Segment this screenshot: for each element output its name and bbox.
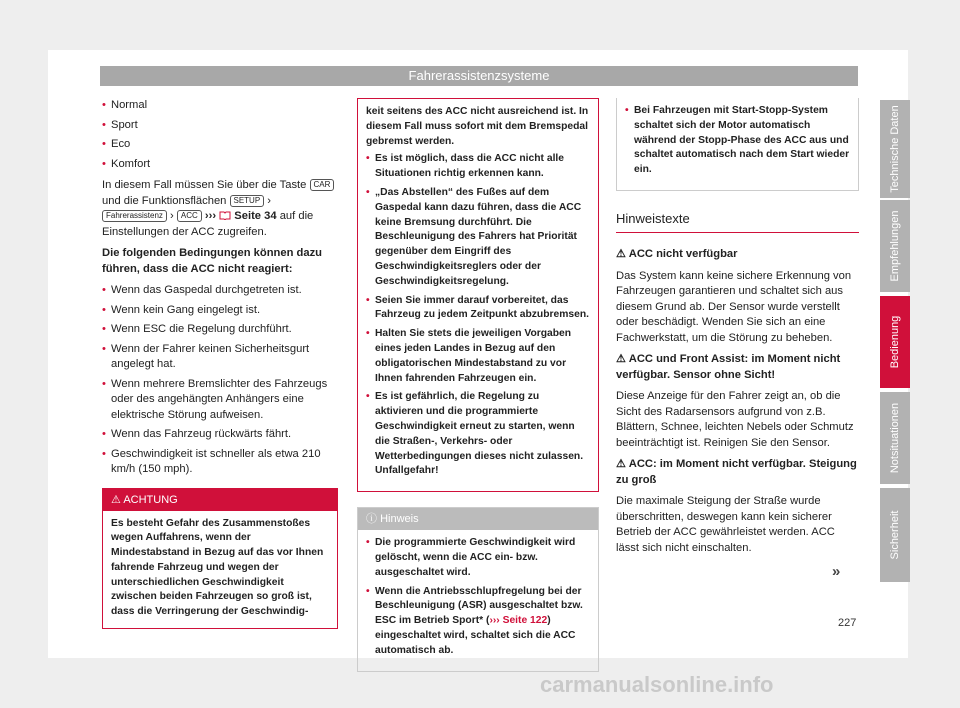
list-item: • Wenn das Fahrzeug rückwärts fährt.: [102, 427, 338, 443]
page-reference-link[interactable]: ››› Seite 122: [489, 615, 548, 627]
message-title: [616, 247, 859, 263]
list-item: • Wenn das Gaspedal durchgetreten ist.: [102, 283, 338, 299]
warning-text: Es besteht Gefahr des Zusammenstoßes wegen Auffahrens, wenn der Mindestabstand in Bezug auf das vor Ihnen fahrende Fahrzeug und wegen der unterschiedlichen Geschwindigkeit zwischen beiden Fahrzeugen so groß ist, dass die Verringerung der Geschwindig-: [111, 517, 324, 618]
tab-notsituationen[interactable]: [880, 392, 910, 484]
message-text: Das System kann keine sichere Erkennung von Fahrzeugen garantieren und schaltet sich aus diesem Grund ab. Der Sensor wurde verstellt oder beschädigt. Wenden Sie sich an eine Fachwerkstatt, um die Störung zu beheben.: [616, 269, 852, 344]
page-header: Fahrerassistenzsysteme: [100, 66, 858, 86]
list-item: • Wenn mehrere Bremslichter des Fahrzeugs oder des angehängten Anhängers eine elektrische Störung aufweisen.: [102, 377, 338, 424]
acc-key: ACC: [177, 210, 202, 222]
page-number: 227: [838, 617, 857, 629]
message-text: Diese Anzeige für den Fahrer zeigt an, ob die Sicht des Radarsensors aufgrund von z.B. Blättern, Schnee, leichten Nebels oder Schmutz beeinträchtigt ist. Reinigen Sie den Sensor.: [616, 390, 854, 449]
message-title: [616, 352, 859, 383]
warning-light-icon: ⚠: [616, 248, 629, 261]
list-item: • Bei Fahrzeugen mit Start-Stopp-System schaltet sich der Motor automatisch während der Stopp-Phase des ACC aus und schaltet automatisch nach dem Start wieder ein.: [625, 104, 850, 178]
list-item: [366, 585, 590, 659]
message-title-text: ACC: im Moment nicht verfügbar. Steigung zu groß: [616, 458, 857, 486]
setup-key: SETUP: [230, 195, 265, 207]
warning-box: [102, 488, 338, 630]
warning-light-icon: ⚠: [616, 353, 629, 366]
message-title-text: ACC und Front Assist: im Moment nicht verfügbar. Sensor ohne Sicht!: [616, 353, 841, 381]
hint-list: [366, 536, 590, 658]
tab-label: Technische Daten: [889, 105, 901, 193]
continue-marker: »: [832, 563, 841, 580]
fahrerassistenz-key: Fahrerassistenz: [102, 210, 167, 222]
warning-icon: ⚠: [111, 493, 121, 506]
hint-box: [357, 507, 599, 671]
intro-text: auf die Einstellungen der ACC zugreifen.: [102, 210, 314, 238]
hint-body: [617, 98, 858, 190]
warning-light-icon: ⚠: [616, 458, 629, 471]
conditions-title: Die folgenden Bedingungen können dazu führen, dass die ACC nicht reagiert:: [102, 247, 323, 275]
list-item: • Es ist möglich, dass die ACC nicht alle Situationen richtig erkennen kann.: [366, 152, 590, 182]
hint-text: Wenn die Antriebsschlupfregelung bei der Beschleunigung (ASR) ausgeschaltet bzw. ESC im Betrieb Sport* (: [375, 585, 583, 627]
hint-header: [358, 508, 598, 530]
warning-body: [358, 99, 598, 491]
list-item: • „Das Abstellen“ des Fußes auf dem Gaspedal kann dazu führen, dass die ACC keine Bremsung durchführt. Die Beschleunigung des Fahrers hat Priorität gegenüber dem Eingriff des Geschwindigkeitsreglers oder der Geschwindigkeitsregelung.: [366, 186, 590, 290]
car-key: CAR: [310, 179, 335, 191]
separator: ›: [170, 210, 174, 222]
list-item: • Seien Sie immer darauf vorbereitet, das Fahrzeug zu jedem Zeitpunkt abzubremsen.: [366, 294, 590, 324]
list-item: • Halten Sie stets die jeweiligen Vorgaben eines jeden Landes in Bezug auf den obligatorischen Mindestabstand zu vor Ihnen fahrenden Fahrzeugen ein.: [366, 327, 590, 386]
page-reference-link[interactable]: Seite 34: [234, 210, 277, 222]
tab-sicherheit[interactable]: [880, 488, 910, 582]
intro-text: In diesem Fall müssen Sie über die Taste: [102, 179, 307, 191]
list-item: • Wenn kein Gang eingelegt ist.: [102, 303, 338, 319]
warning-title: ACHTUNG: [123, 493, 178, 506]
list-item: • Komfort: [102, 157, 338, 173]
message-text: Die maximale Steigung der Straße wurde überschritten, deswegen kann kein sicherer Betrieb der ACC gewährleistet werden. ACC lässt sich nicht einschalten.: [616, 495, 835, 554]
hint-body: [358, 530, 598, 670]
section-title: Hinweistexte: [616, 211, 859, 234]
column-3: [616, 98, 859, 562]
list-item: • Die programmierte Geschwindigkeit wird gelöscht, wenn die ACC ein- bzw. ausgeschaltet wird.: [366, 536, 590, 580]
list-item: • Wenn ESC die Regelung durchführt.: [102, 322, 338, 338]
message-title: [616, 457, 859, 488]
list-item: • Geschwindigkeit ist schneller als etwa 210 km/h (150 mph).: [102, 447, 338, 478]
warning-continued-text: keit seitens des ACC nicht ausreichend ist. In diesem Fall muss sofort mit dem Bremspedal gebremst werden.: [366, 106, 589, 147]
list-item: • Wenn der Fahrer keinen Sicherheitsgurt angelegt hat.: [102, 342, 338, 373]
info-icon: ⓘ: [366, 513, 377, 526]
mode-list: [102, 98, 338, 172]
message-title-text: ACC nicht verfügbar: [628, 248, 738, 261]
separator: ›: [267, 194, 272, 207]
column-2: [357, 98, 599, 672]
list-item: • Es ist gefährlich, die Regelung zu aktivieren und die programmierte Geschwindigkeit erneut zu starten, wenn die Straßen-, Verkehrs- oder Wetterbedingungen dieses nicht zulassen. Unfallgefahr!: [366, 390, 590, 479]
list-item: • Normal: [102, 98, 338, 114]
list-item: • Sport: [102, 118, 338, 134]
conditions-list: [102, 283, 338, 478]
tab-bedienung[interactable]: [880, 296, 910, 388]
tab-empfehlungen[interactable]: [880, 200, 910, 292]
hint-text: ) eingeschaltet wird, schaltet sich die ACC automatisch ab.: [375, 615, 576, 656]
warning-box-continued: [357, 98, 599, 492]
hint-box-continued: [616, 98, 859, 191]
list-item: • Eco: [102, 137, 338, 153]
tab-label: Sicherheit: [889, 510, 901, 560]
intro-text: und die Funktionsflächen: [102, 194, 227, 207]
tab-label: Notsituationen: [889, 402, 901, 474]
column-1: [102, 98, 338, 629]
watermark: carmanualsonline.info: [540, 672, 774, 697]
hint-list: [625, 104, 850, 178]
tab-label: Empfehlungen: [889, 210, 901, 282]
book-icon: [219, 210, 231, 220]
intro-paragraph: [102, 178, 338, 240]
tab-technische-daten[interactable]: [880, 100, 910, 198]
hint-title: Hinweis: [380, 513, 419, 526]
warning-list: [366, 152, 590, 479]
tab-label: Bedienung: [889, 315, 901, 369]
warning-header: [103, 489, 337, 511]
ref-arrows: ›››: [204, 210, 217, 222]
